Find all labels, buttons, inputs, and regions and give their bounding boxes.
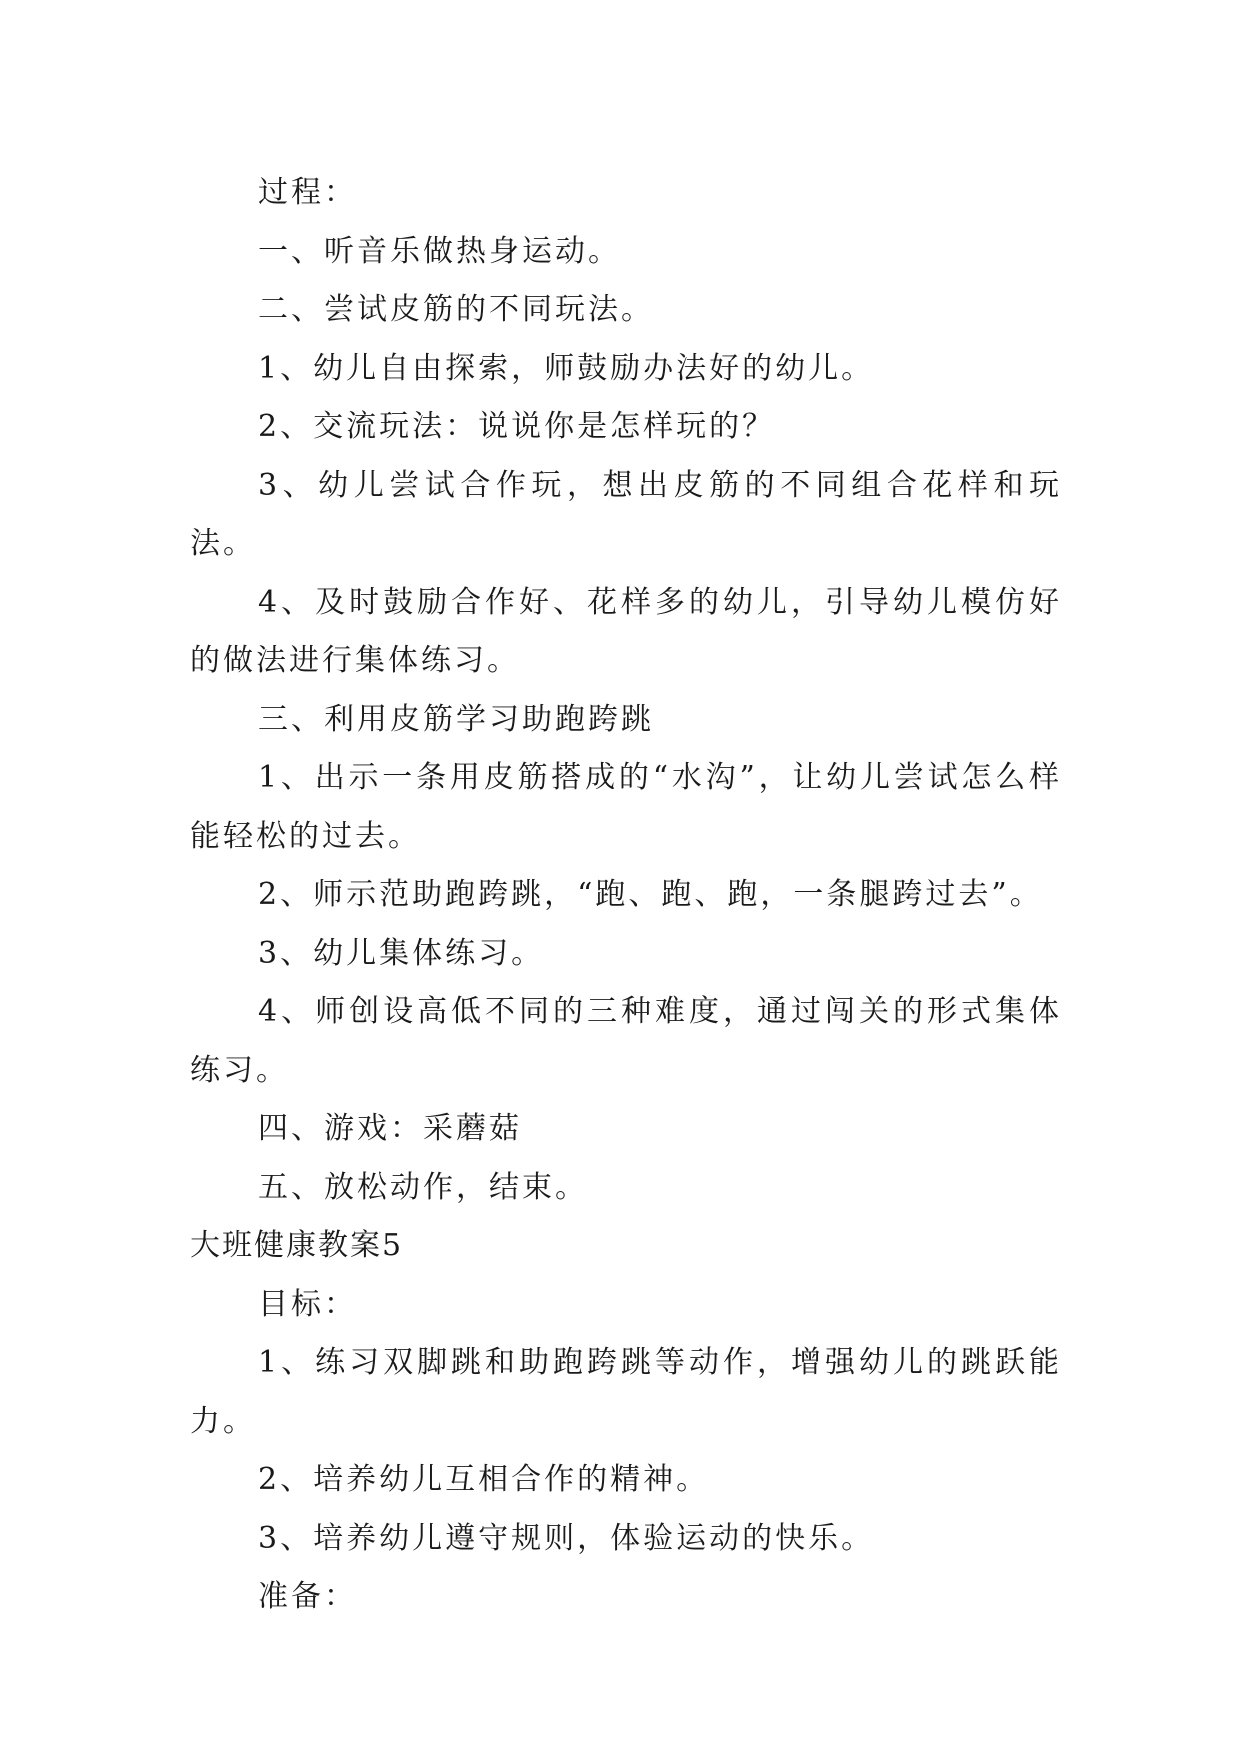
paragraph-step-3-2: 2、师示范助跑跨跳，“跑、跑、跑，一条腿跨过去”。	[258, 877, 1043, 912]
paragraph-step-3-3: 3、幼儿集体练习。	[258, 935, 545, 971]
paragraph-step-2-2: 2、交流玩法：说说你是怎样玩的？	[258, 409, 776, 444]
paragraph-step-4: 四、游戏：采蘑菇	[258, 1111, 522, 1146]
paragraph-goal-3: 3、培养幼儿遵守规则，体验运动的快乐。	[258, 1520, 875, 1556]
paragraph-step-5: 五、放松动作，结束。	[258, 1169, 588, 1205]
section-heading: 大班健康教案5	[190, 1228, 404, 1263]
paragraph-goal-1: 1、练习双脚跳和助跑跨跳等动作，增强幼儿的跳跃能力。	[190, 1345, 1062, 1439]
paragraph-step-3-1: 1、出示一条用皮筋搭成的“水沟”，让幼儿尝试怎么样能轻松的过去。	[190, 760, 1062, 854]
paragraph-step-2-4: 4、及时鼓励合作好、花样多的幼儿，引导幼儿模仿好的做法进行集体练习。	[190, 584, 1062, 678]
paragraph-step-2-1: 1、幼儿自由探索，师鼓励办法好的幼儿。	[258, 350, 875, 386]
paragraph-goal-2: 2、培养幼儿互相合作的精神。	[258, 1462, 710, 1497]
paragraph-step-2: 二、尝试皮筋的不同玩法。	[258, 292, 654, 327]
document-body	[190, 164, 1062, 1627]
paragraph-step-3-4: 4、师创设高低不同的三种难度，通过闯关的形式集体练习。	[190, 994, 1062, 1088]
paragraph-step-2-3: 3、幼儿尝试合作玩，想出皮筋的不同组合花样和玩法。	[190, 467, 1062, 561]
paragraph-preparation-label: 准备：	[258, 1579, 357, 1614]
paragraph-step-3: 三、利用皮筋学习助跑跨跳	[258, 701, 654, 737]
paragraph-step-1: 一、听音乐做热身运动。	[258, 233, 621, 269]
paragraph-process-label: 过程：	[258, 175, 357, 210]
paragraph-goals-label: 目标：	[258, 1286, 357, 1322]
